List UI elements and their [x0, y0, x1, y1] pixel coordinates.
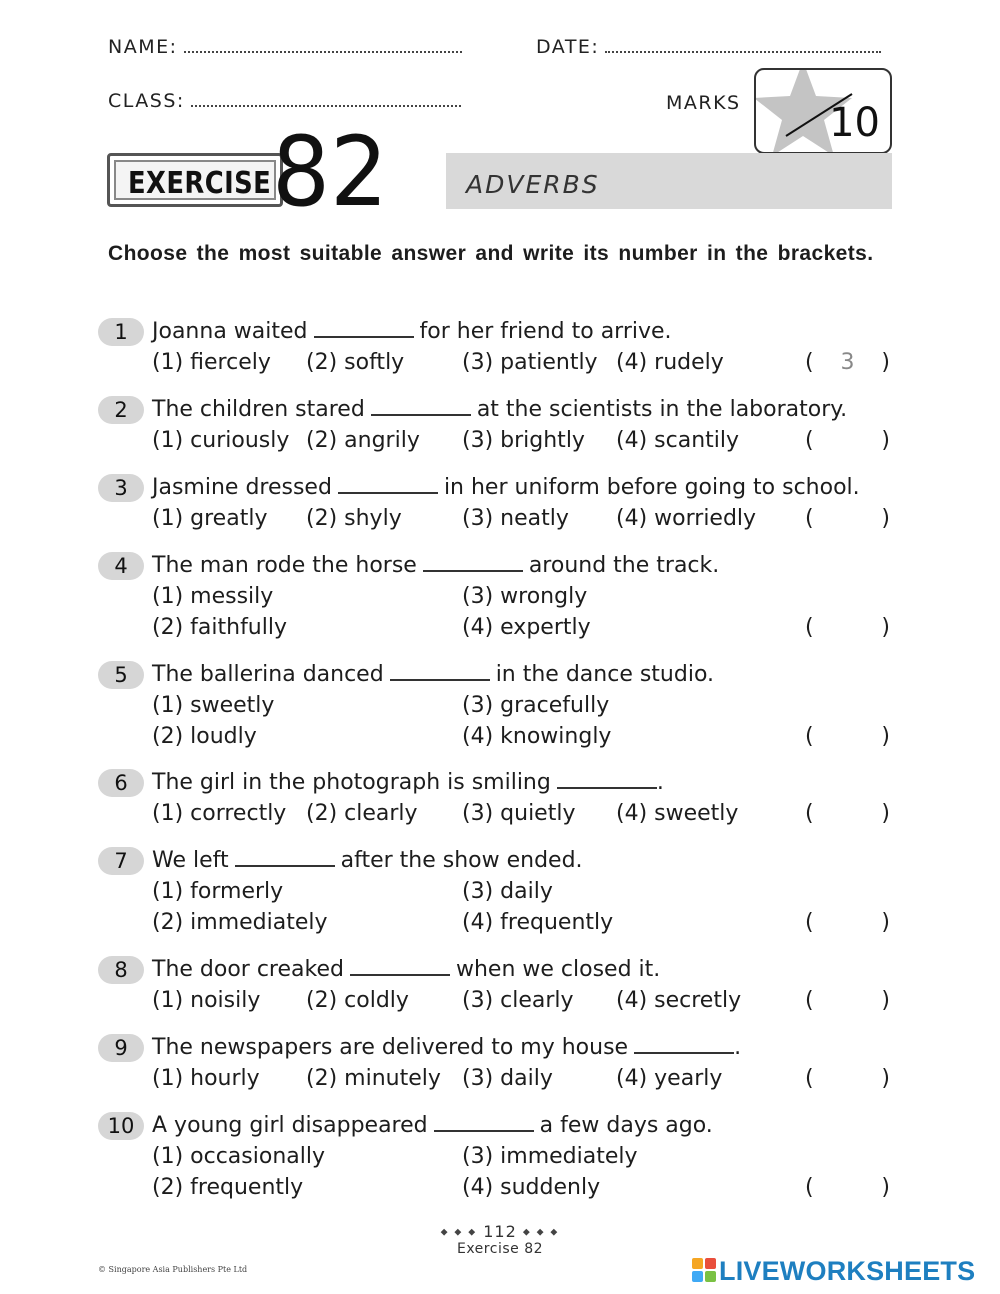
- question-text-before: The man rode the horse: [152, 553, 417, 578]
- question-stem: [152, 954, 660, 985]
- option-4: (4) yearly: [616, 1066, 723, 1091]
- question-text-before: The newspapers are delivered to my house: [152, 1035, 629, 1060]
- name-label: NAME:: [108, 36, 178, 58]
- question-number: 6: [98, 769, 144, 797]
- bracket-close: ): [881, 1175, 890, 1200]
- copyright-notice: © Singapore Asia Publishers Pte Ltd: [98, 1265, 248, 1274]
- answer-blank: [434, 1112, 534, 1132]
- option-1: (1) noisily: [152, 988, 261, 1013]
- question-stem: [152, 472, 860, 503]
- bracket-close: ): [881, 350, 890, 375]
- question-stem: [152, 659, 714, 690]
- bracket-open: (: [805, 350, 814, 375]
- question-stem: [152, 1110, 713, 1141]
- answer-blank: [314, 318, 414, 338]
- option-3: (3) quietly: [462, 801, 576, 826]
- answer-brackets[interactable]: [805, 907, 890, 938]
- answer-brackets[interactable]: [805, 985, 890, 1016]
- question-text-before: The children stared: [152, 397, 365, 422]
- question-number: 5: [98, 661, 144, 689]
- option-2: (2) clearly: [306, 801, 418, 826]
- answer-blank: [390, 661, 490, 681]
- bracket-open: (: [805, 615, 814, 640]
- answer-blank: [371, 396, 471, 416]
- question-stem: [152, 316, 672, 347]
- option-2: (2) frequently: [152, 1175, 304, 1200]
- question-number: 10: [98, 1112, 144, 1140]
- answer-brackets[interactable]: [805, 1172, 890, 1203]
- liveworksheets-brand: LIVEWORKSHEETS: [719, 1256, 976, 1286]
- answer-value[interactable]: 3: [840, 350, 855, 375]
- option-1: (1) formerly: [152, 879, 284, 904]
- option-1: (1) greatly: [152, 506, 268, 531]
- class-field: [108, 90, 461, 112]
- bracket-close: ): [881, 428, 890, 453]
- answer-blank: [235, 847, 335, 867]
- bracket-open: (: [805, 506, 814, 531]
- question-text-before: Jasmine dressed: [152, 475, 332, 500]
- class-blank[interactable]: [191, 91, 461, 107]
- name-field: [108, 36, 462, 58]
- bracket-close: ): [881, 988, 890, 1013]
- page-number: ◆ ◆ ◆ 112 ◆ ◆ ◆: [440, 1222, 560, 1241]
- question-text-after: .: [656, 770, 664, 795]
- answer-brackets[interactable]: [805, 721, 890, 752]
- question-text-before: Joanna waited: [152, 319, 308, 344]
- page-number-value: 112: [483, 1222, 517, 1241]
- question-text-after: .: [734, 1035, 742, 1060]
- question-number: 7: [98, 847, 144, 875]
- question-text-after: when we closed it.: [455, 957, 661, 982]
- question-text-after: around the track.: [528, 553, 720, 578]
- option-3: (3) gracefully: [462, 693, 610, 718]
- answer-brackets[interactable]: [805, 347, 890, 378]
- option-4: (4) suddenly: [462, 1175, 601, 1200]
- bracket-open: (: [805, 910, 814, 935]
- answer-brackets[interactable]: [805, 425, 890, 456]
- option-1: (1) fiercely: [152, 350, 271, 375]
- question-number: 9: [98, 1034, 144, 1062]
- answer-blank: [557, 769, 657, 789]
- question-number: 1: [98, 318, 144, 346]
- question-stem: [152, 845, 583, 876]
- option-3: (3) patiently: [462, 350, 598, 375]
- exercise-label: EXERCISE: [128, 166, 272, 201]
- question-number: 4: [98, 552, 144, 580]
- question-number: 2: [98, 396, 144, 424]
- instructions: Choose the most suitable answer and write its number in the brackets.: [108, 242, 874, 265]
- question-text-after: in the dance studio.: [495, 662, 715, 687]
- bracket-close: ): [881, 506, 890, 531]
- option-3: (3) neatly: [462, 506, 569, 531]
- name-blank[interactable]: [184, 37, 462, 53]
- question-number: 8: [98, 956, 144, 984]
- option-4: (4) sweetly: [616, 801, 739, 826]
- marks-box: [754, 68, 892, 154]
- date-blank[interactable]: [605, 37, 881, 53]
- option-1: (1) hourly: [152, 1066, 260, 1091]
- topic-label: ADVERBS: [466, 170, 600, 199]
- option-2: (2) minutely: [306, 1066, 441, 1091]
- question-text-after: in her uniform before going to school.: [443, 475, 860, 500]
- option-2: (2) faithfully: [152, 615, 287, 640]
- exercise-number: 82: [272, 116, 389, 228]
- page-label: Exercise 82: [456, 1241, 544, 1257]
- option-3: (3) immediately: [462, 1144, 638, 1169]
- option-2: (2) angrily: [306, 428, 420, 453]
- option-3: (3) daily: [462, 1066, 553, 1091]
- option-4: (4) worriedly: [616, 506, 757, 531]
- bracket-open: (: [805, 1175, 814, 1200]
- bracket-close: ): [881, 724, 890, 749]
- question-stem: [152, 394, 847, 425]
- question-text-before: The girl in the photograph is smiling: [152, 770, 551, 795]
- question-stem: [152, 767, 664, 798]
- option-2: (2) shyly: [306, 506, 402, 531]
- bracket-open: (: [805, 988, 814, 1013]
- question-text-before: A young girl disappeared: [152, 1113, 428, 1138]
- date-label: DATE:: [536, 36, 600, 58]
- question-number: 3: [98, 474, 144, 502]
- question-text-after: for her friend to arrive.: [419, 319, 672, 344]
- option-3: (3) wrongly: [462, 584, 588, 609]
- option-2: (2) softly: [306, 350, 405, 375]
- option-2: (2) immediately: [152, 910, 328, 935]
- option-4: (4) frequently: [462, 910, 614, 935]
- option-1: (1) sweetly: [152, 693, 275, 718]
- option-2: (2) coldly: [306, 988, 409, 1013]
- option-3: (3) daily: [462, 879, 553, 904]
- option-1: (1) correctly: [152, 801, 287, 826]
- question-text-before: The ballerina danced: [152, 662, 384, 687]
- question-text-after: at the scientists in the laboratory.: [476, 397, 848, 422]
- answer-brackets[interactable]: [805, 1063, 890, 1094]
- class-label: CLASS:: [108, 90, 185, 112]
- question-text-after: after the show ended.: [340, 848, 583, 873]
- bracket-close: ): [881, 801, 890, 826]
- option-1: (1) curiously: [152, 428, 290, 453]
- answer-blank: [634, 1034, 734, 1054]
- answer-brackets[interactable]: [805, 612, 890, 643]
- bracket-close: ): [881, 1066, 890, 1091]
- bracket-close: ): [881, 615, 890, 640]
- answer-brackets[interactable]: [805, 798, 890, 829]
- question-text-before: The door creaked: [152, 957, 344, 982]
- option-4: (4) expertly: [462, 615, 591, 640]
- answer-blank: [338, 474, 438, 494]
- bracket-open: (: [805, 801, 814, 826]
- liveworksheets-logo[interactable]: [692, 1254, 992, 1288]
- option-4: (4) secretly: [616, 988, 742, 1013]
- question-stem: [152, 1032, 741, 1063]
- question-text-before: We left: [152, 848, 229, 873]
- option-2: (2) loudly: [152, 724, 257, 749]
- question-text-after: a few days ago.: [539, 1113, 713, 1138]
- answer-blank: [350, 956, 450, 976]
- marks-total: 10: [829, 100, 880, 146]
- liveworksheets-logo-icon: [692, 1258, 716, 1282]
- option-4: (4) knowingly: [462, 724, 612, 749]
- answer-brackets[interactable]: [805, 503, 890, 534]
- bracket-open: (: [805, 1066, 814, 1091]
- question-stem: [152, 550, 719, 581]
- marks-label: MARKS: [666, 92, 741, 114]
- option-4: (4) scantily: [616, 428, 740, 453]
- bracket-close: ): [881, 910, 890, 935]
- option-1: (1) occasionally: [152, 1144, 325, 1169]
- bracket-open: (: [805, 724, 814, 749]
- option-3: (3) clearly: [462, 988, 574, 1013]
- date-field: [536, 36, 881, 58]
- bracket-open: (: [805, 428, 814, 453]
- option-3: (3) brightly: [462, 428, 585, 453]
- option-1: (1) messily: [152, 584, 274, 609]
- option-4: (4) rudely: [616, 350, 724, 375]
- answer-blank: [423, 552, 523, 572]
